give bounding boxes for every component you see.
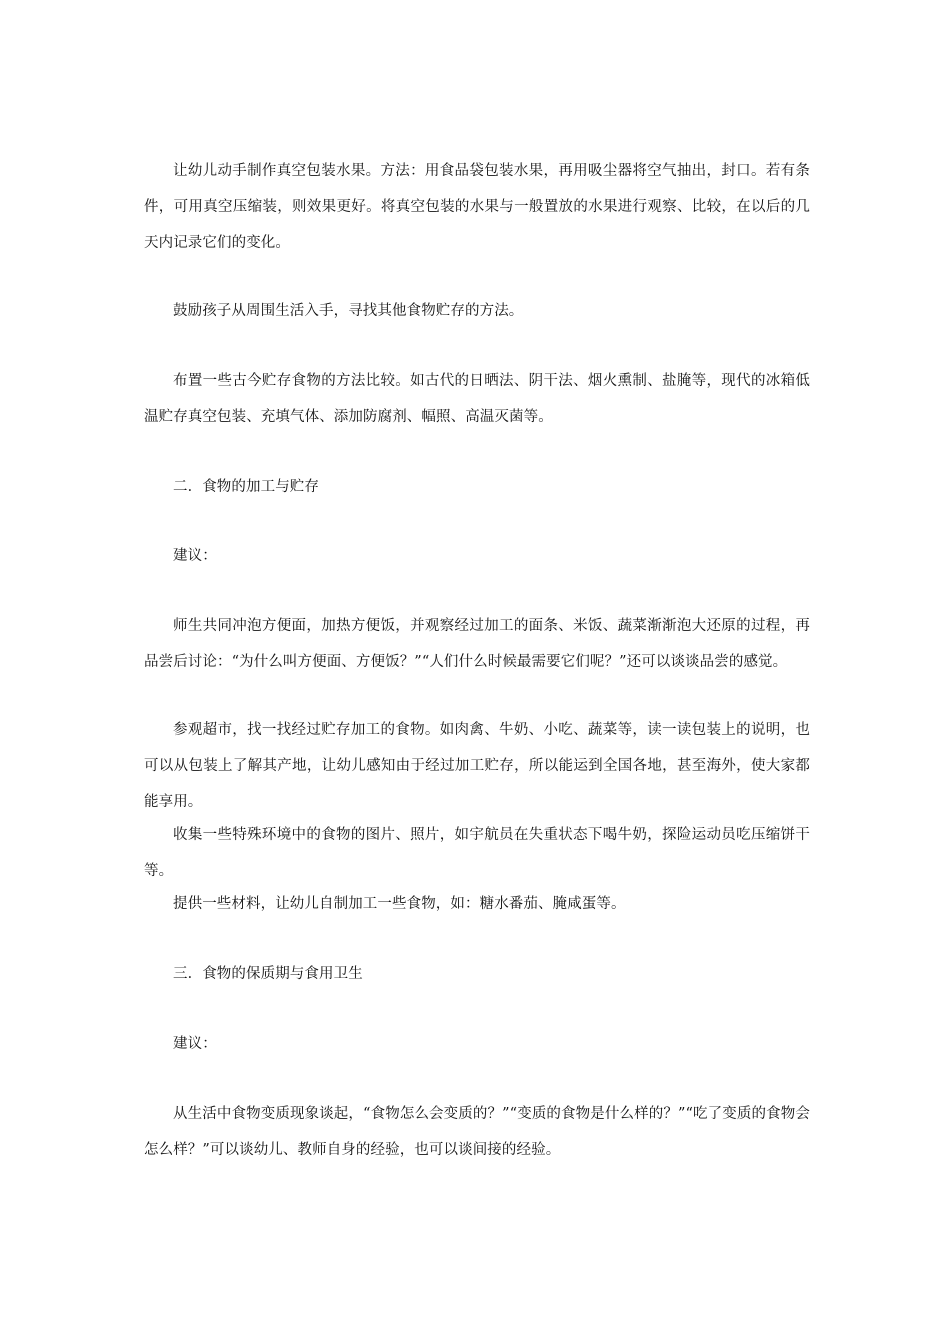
paragraph-instant-noodles: 师生共同冲泡方便面，加热方便饭，并观察经过加工的面条、米饭、蔬菜渐渐泡大还原的过程，再品尝后讨论：“为什么叫方便面、方便饭？”“人们什么时候最需要它们呢？”还可以谈谈品尝的感觉。 [144,618,810,670]
suggestion-label-2: 建议： [173,1036,217,1052]
paragraph-food-spoilage: 从生活中食物变质现象谈起，“食物怎么会变质的？”“变质的食物是什么样的？”“吃了变质的食物会怎么样？”可以谈幼儿、教师自身的经验，也可以谈间接的经验。 [144,1106,810,1158]
paragraph-supermarket-visit: 参观超市，找一找经过贮存加工的食物。如肉禽、牛奶、小吃、蔬菜等，读一读包装上的说明，也可以从包装上了解其产地，让幼儿感知由于经过加工贮存，所以能运到全国各地，甚至海外，使大家都能享用。 [144,722,810,810]
section-heading-shelf-life-hygiene: 三．食物的保质期与食用卫生 [173,966,363,982]
section-heading-processing-storage: 二．食物的加工与贮存 [173,479,319,495]
paragraph-special-environment-food: 收集一些特殊环境中的食物的图片、照片，如宇航员在失重状态下喝牛奶，探险运动员吃压缩饼干等。 [144,827,810,879]
paragraph-encourage-children: 鼓励孩子从周围生活入手，寻找其他食物贮存的方法。 [173,303,524,319]
paragraph-vacuum-packing: 让幼儿动手制作真空包装水果。方法：用食品袋包装水果，再用吸尘器将空气抽出，封口。若有条件，可用真空压缩装，则效果更好。将真空包装的水果与一般置放的水果进行观察、比较，在以后的几天内记录它们的变化。 [144,163,810,251]
paragraph-storage-methods-comparison: 布置一些古今贮存食物的方法比较。如古代的日晒法、阴干法、烟火熏制、盐腌等，现代的冰箱低温贮存真空包装、充填气体、添加防腐剂、幅照、高温灭菌等。 [144,373,810,425]
suggestion-label-1: 建议： [173,548,217,564]
paragraph-homemade-processing: 提供一些材料，让幼儿自制加工一些食物，如：糖水番茄、腌咸蛋等。 [173,896,626,912]
